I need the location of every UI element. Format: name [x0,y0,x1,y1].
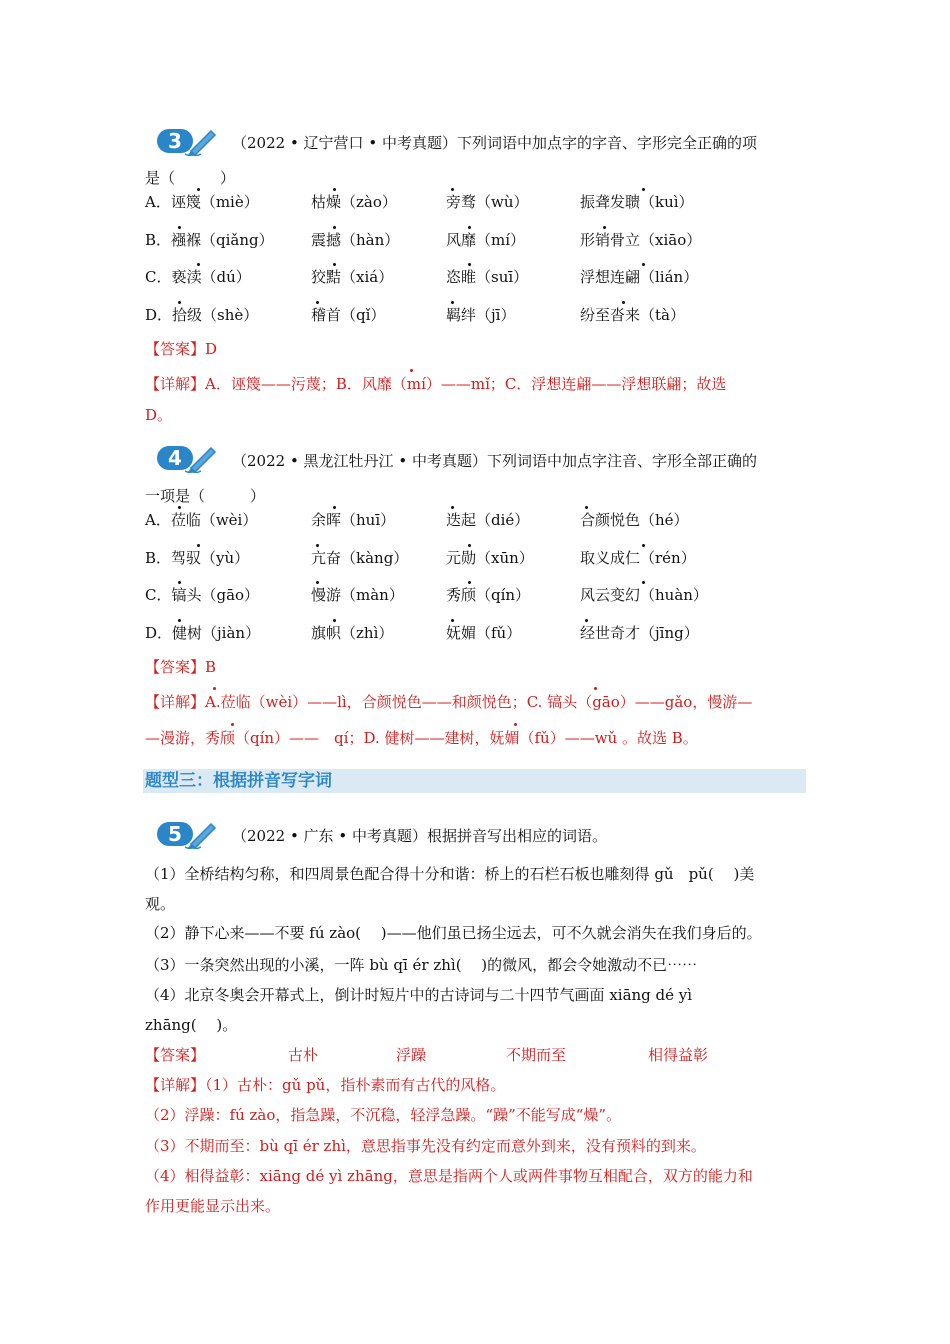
emphasis-dot [468,544,471,547]
emphasis-dot [642,263,645,266]
answer: 【答案】B [145,658,217,676]
option-a-word-3: 旁骛（wù） [446,193,529,211]
answer: 【答案】D [145,340,218,358]
sub-question-1-cont: 观。 [145,895,176,913]
emphasis-dot [197,263,200,266]
option-b-word-3: 风靡（mí） [446,231,526,249]
emphasis-dot [178,619,181,622]
question-stem: （2022 • 黑龙江牡丹江 • 中考真题）下列词语中加点字注音、字形全部正确的 [232,452,757,470]
sub-question-4-cont: zhāng( )。 [145,1016,238,1034]
emphasis-dot [197,544,200,547]
option-a-word-2: 余晖（huī） [311,511,396,529]
option-c-word-1: C．亵渎（dú） [145,268,251,286]
question-stem: （2022 • 广东 • 中考真题）根据拼音写出相应的词语。 [232,827,607,845]
emphasis-dot [333,263,336,266]
emphasis-dot [451,188,454,191]
option-b-word-3: 元勋（xūn） [446,549,534,567]
question-stem: （2022 • 辽宁营口 • 中考真题）下列词语中加点字的字音、字形完全正确的项 [232,134,757,152]
option-d-word-1: D．健树（jiàn） [145,624,261,642]
question-number: 4 [168,446,182,470]
option-a-word-1: A．诬篾（miè） [145,193,259,211]
explanation-cont: D。 [145,406,173,424]
section-title: 题型三：根据拼音写字词 [145,771,332,791]
question-stem-cont: 一项是（ ） [145,487,266,505]
option-c-word-2: 狡黠（xiá） [311,268,394,286]
option-a-word-4: 振聋发聩（kuì） [580,193,694,211]
emphasis-dot [603,226,606,229]
option-c-word-2: 慢游（màn） [311,586,404,604]
explanation: 【详解】A.莅临（wèi）——lì，合颜悦色——和颜悦色；C. 镐头（gāo）——gǎo，慢游— [145,693,753,711]
emphasis-dot [333,188,336,191]
option-c-word-4: 风云变幻（huàn） [580,586,708,604]
option-a-word-1: A．莅临（wèi） [145,511,258,529]
option-a-word-3: 迭起（dié） [446,511,530,529]
question-number-badge-5 [155,817,217,849]
emphasis-dot [451,619,454,622]
option-d-word-3: 妩媚（fǔ） [446,624,522,642]
emphasis-dot [451,506,454,509]
emphasis-dot [410,369,413,372]
explanation-2: （2）浮躁：fú zào，指急躁，不沉稳，轻浮急躁。“躁”不能写成“燥”。 [145,1106,622,1124]
option-d-word-1: D．拾级（shè） [145,306,259,324]
emphasis-dot [468,226,471,229]
emphasis-dot [468,263,471,266]
question-number: 3 [168,129,182,153]
emphasis-dot [333,506,336,509]
emphasis-dot [231,723,234,726]
option-b-word-2: 震撼（hàn） [311,231,400,249]
answer-label: 【答案】 [145,1046,206,1064]
option-a-word-2: 枯燥（zào） [311,193,397,211]
explanation-1: 【详解】（1）古朴：gǔ pǔ，指朴素而有古代的风格。 [145,1076,506,1094]
emphasis-dot [197,188,200,191]
emphasis-dot [594,687,597,690]
explanation-4: （4）相得益彰：xiāng dé yì zhāng，意思是指两个人或两件事物互相配合，双方的能力和 [145,1167,753,1185]
emphasis-dot [468,581,471,584]
option-b-word-4: 取义成仁（rén） [580,549,696,567]
emphasis-dot [585,619,588,622]
question-stem-cont: 是（ ） [145,169,236,187]
emphasis-dot [178,506,181,509]
option-c-word-4: 浮想连翩（lián） [580,268,699,286]
emphasis-dot [642,581,645,584]
sub-question-2: （2）静下心来——不要 fú zào( )——他们虽已扬尘远去，可不久就会消失在我们身后的。 [145,924,762,942]
emphasis-dot [316,544,319,547]
emphasis-dot [178,226,181,229]
option-a-word-4: 合颜悦色（hé） [580,511,689,529]
emphasis-dot [333,619,336,622]
option-d-word-3: 羁绊（jī） [446,306,516,324]
emphasis-dot [642,188,645,191]
emphasis-dot [178,581,181,584]
answer-2: 浮躁 [396,1046,427,1064]
option-d-word-2: 旗帜（zhì） [311,624,394,642]
sub-question-1: （1）全桥结构匀称，和四周景色配合得十分和谐：桥上的石栏石板也雕刻得 gǔ pǔ( )美 [145,865,755,883]
option-d-word-4: 经世奇才（jīng） [580,624,699,642]
emphasis-dot [622,301,625,304]
emphasis-dot [178,301,181,304]
emphasis-dot [585,506,588,509]
answer-4: 相得益彰 [648,1046,709,1064]
explanation: 【详解】A．诬篾——污蔑；B．风靡（mí）——mǐ；C．浮想连翩——浮想联翩；故选 [145,375,727,393]
answer-3: 不期而至 [506,1046,567,1064]
answer-1: 古朴 [288,1046,319,1064]
sub-question-3: （3）一条突然出现的小溪，一阵 bù qī ér zhì( )的微风，都会令她激动不已⋯⋯ [145,956,698,974]
option-b-word-4: 形销骨立（xiāo） [580,231,702,249]
emphasis-dot [514,723,517,726]
explanation-3: （3）不期而至：bù qī ér zhì，意思指事先没有约定而意外到来，没有预料的到来。 [145,1137,706,1155]
option-b-word-1: B．驾驭（yù） [145,549,250,567]
sub-question-4: （4）北京冬奥会开幕式上，倒计时短片中的古诗词与二十四节气画面 xiāng dé yì [145,986,693,1004]
emphasis-dot [333,226,336,229]
emphasis-dot [316,301,319,304]
option-c-word-3: 秀颀（qín） [446,586,531,604]
emphasis-dot [213,687,216,690]
option-c-word-3: 恣睢（suī） [446,268,529,286]
option-b-word-1: B．襁褓（qiǎng） [145,231,274,249]
question-number: 5 [168,822,182,846]
emphasis-dot [642,544,645,547]
question-number-badge-4 [155,441,217,473]
option-b-word-2: 亢奋（kàng） [311,549,409,567]
question-number-badge-3 [155,124,217,156]
option-d-word-4: 纷至沓来（tà） [580,306,685,324]
emphasis-dot [451,301,454,304]
explanation-4-cont: 作用更能显示出来。 [145,1197,281,1215]
option-d-word-2: 稽首（qǐ） [311,306,386,324]
explanation-cont: —漫游，秀颀（qín）—— qí；D. 健树——建树，妩媚（fǔ）——wǔ 。故选 B。 [145,729,698,747]
emphasis-dot [316,581,319,584]
option-c-word-1: C．镐头（gāo） [145,586,260,604]
